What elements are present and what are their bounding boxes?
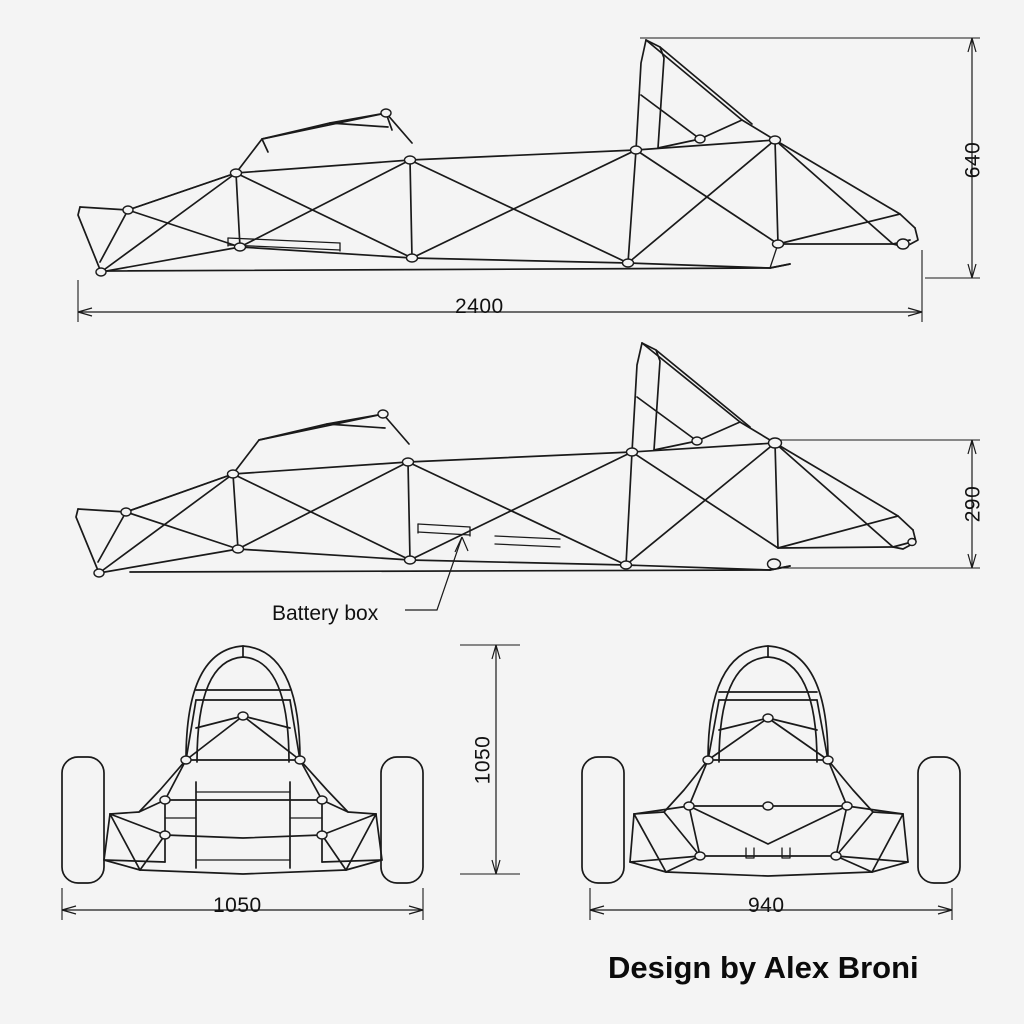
dimension-label-overall-length: 2400 <box>455 295 504 318</box>
side-view-top-geometry <box>78 40 918 276</box>
dimension-label-height-1050: 1050 <box>471 735 495 785</box>
side-view-bottom-geometry <box>76 343 916 577</box>
dimension-label-overall-height-640: 640 <box>961 141 985 179</box>
front-view-geometry <box>62 646 423 883</box>
dimension-label-height-290: 290 <box>961 485 985 523</box>
dimension-label-front-track-1050: 1050 <box>213 894 262 917</box>
design-credit: Design by Alex Broni <box>608 950 919 985</box>
side-view-bottom-dimensions <box>780 440 980 568</box>
rear-view-geometry <box>582 646 960 883</box>
dimension-label-rear-track-940: 940 <box>748 894 785 917</box>
battery-box-label: Battery box <box>272 602 379 625</box>
